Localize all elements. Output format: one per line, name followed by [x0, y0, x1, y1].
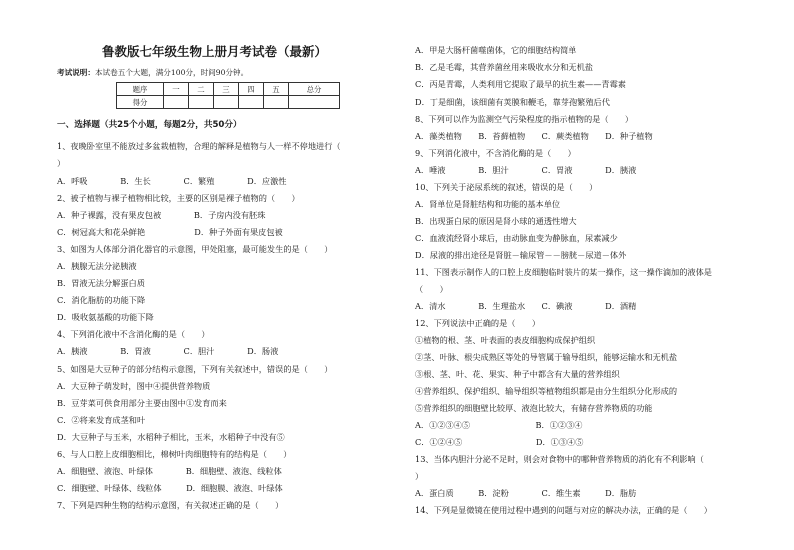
question-line: ） — [57, 158, 66, 168]
option-line: D．大豆种子与玉米，水稻种子相比，玉米，水稻种子中没有⑤ — [57, 432, 285, 442]
section-heading: 一、选择题（共25个小题，每题2分，共50分） — [57, 120, 242, 130]
option-line: A．藻类植物 B．苔藓植物 C．蕨类植物 D．种子植物 — [415, 131, 653, 141]
question-line: 5、如图是大豆种子的部分结构示意图，下列有关叙述中，错误的是（ ） — [57, 364, 333, 374]
option-line: C．细胞壁、叶绿体、线粒体 D．细胞膜、液泡、叶绿体 — [57, 483, 283, 493]
question-line: 1、夜晚卧室里不能放过多盆栽植物，合理的解释是植物与人一样不停地进行（ — [57, 141, 341, 151]
statement-line: ④营养组织、保护组织、输导组织等植物组织都是由分生组织分化形成的 — [415, 386, 678, 396]
exam-note-text: 本试卷五个大题，满分100分，时间90分钟。 — [94, 68, 249, 77]
option-line: A．种子裸露，没有果皮包被 B．子房内没有胚珠 — [57, 210, 266, 220]
option-line: B．乙是毛霉，其营养菌丝用来吸收水分和无机盐 — [415, 62, 593, 72]
score-table — [116, 82, 340, 109]
score-header-cell: 三 — [214, 83, 239, 96]
score-header-cell: 一 — [164, 83, 189, 96]
score-cell — [214, 96, 239, 109]
score-header-cell: 五 — [264, 83, 289, 96]
option-line: C．树冠高大和花朵鲜艳 D．种子外面有果皮包被 — [57, 227, 283, 237]
question-line: 13、当体内胆汁分泌不足时，则会对食物中的哪种营养物质的消化有不利影响（ — [415, 454, 704, 464]
score-header-cell: 题序 — [117, 83, 164, 96]
option-line: C．①②④⑤ D．①③④⑤ — [415, 437, 584, 447]
question-line: 8、下列可以作为监测空气污染程度的指示植物的是（ ） — [415, 114, 634, 124]
score-header-cell: 二 — [189, 83, 214, 96]
question-line: 6、与人口腔上皮细胞相比，棉树叶肉细胞特有的结构是（ ） — [57, 449, 292, 459]
statement-line: ①植物的根、茎、叶表面的表皮细胞构成保护组织 — [415, 335, 596, 345]
question-line: 9、下列消化液中，不含消化酶的是（ ） — [415, 148, 576, 158]
score-row-label: 得分 — [117, 96, 164, 109]
question-line: 3、如图为人体部分消化器官的示意图，甲处阻塞，最可能发生的是（ ） — [57, 244, 333, 254]
score-cell — [264, 96, 289, 109]
score-table-score-row — [117, 96, 340, 109]
score-table-header-row — [117, 83, 340, 96]
option-line: A．肾单位是肾脏结构和功能的基本单位 — [415, 199, 561, 209]
question-line: （ ） — [415, 284, 448, 294]
score-header-cell: 总分 — [289, 83, 340, 96]
option-line: D．丁是细菌，该细菌有荚膜和鞭毛，靠芽孢繁殖后代 — [415, 97, 610, 107]
option-line: B．出现蛋白尿的原因是肾小球的通透性增大 — [415, 216, 577, 226]
option-line: B．豆芽菜可供食用部分主要由图中①发育而来 — [57, 398, 227, 408]
option-line: A．大豆种子萌发时，图中④提供营养物质 — [57, 381, 211, 391]
score-header-cell: 四 — [239, 83, 264, 96]
score-cell — [289, 96, 340, 109]
exam-title: 鲁教版七年级生物上册月考试卷（最新） — [102, 44, 328, 59]
statement-line: ②茎、叶脉、根尖成熟区等处的导管属于输导组织，能够运输水和无机盐 — [415, 352, 678, 362]
question-line: 2、被子植物与裸子植物相比较，主要的区别是裸子植物的（ ） — [57, 193, 300, 203]
option-line: A．①②③④⑤ B．①②③④ — [415, 420, 583, 430]
option-line: A．胰腺无法分泌胰液 — [57, 261, 137, 271]
option-line: A．唾液 B．胆汁 C．胃液 D．胰液 — [415, 165, 637, 175]
option-line: C．血液流经肾小球后，由动脉血变为静脉血，尿素减少 — [415, 233, 618, 243]
option-line: A．呼吸 B．生长 C．繁殖 D．应激性 — [57, 176, 287, 186]
option-line: D．吸收氨基酸的功能下降 — [57, 312, 154, 322]
score-cell — [164, 96, 189, 109]
option-line: A．细胞壁、液泡、叶绿体 B．细胞壁、液泡、线粒体 — [57, 466, 282, 476]
statement-line: ③根、茎、叶、花、果实、种子中都含有大量的营养组织 — [415, 369, 620, 379]
question-line: ） — [415, 471, 424, 481]
score-cell — [189, 96, 214, 109]
option-line: C．消化脂肪的功能下降 — [57, 295, 146, 305]
option-line: A．胰液 B．胃液 C．胆汁 D．肠液 — [57, 346, 279, 356]
statement-line: ⑤营养组织的细胞壁比较厚、液泡比较大，有储存营养物质的功能 — [415, 403, 653, 413]
option-line: A．清水 B．生理盐水 C．碘液 D．酒精 — [415, 301, 637, 311]
question-line: 7、下列是四种生物的结构示意图，有关叙述正确的是（ ） — [57, 500, 284, 510]
score-cell — [239, 96, 264, 109]
option-line: C．丙是青霉，人类利用它提取了最早的抗生素——青霉素 — [415, 79, 626, 89]
question-line: 10、下列关于泌尿系统的叙述，错误的是（ ） — [415, 182, 598, 192]
option-line: C．②将来发育成茎和叶 — [57, 415, 146, 425]
option-line: B．胃液无法分解蛋白质 — [57, 278, 145, 288]
question-line: 14、下列是显微镜在使用过程中遇到的问题与对应的解决办法，正确的是（ ） — [415, 505, 712, 515]
option-line: D．尿液的排出途径是肾脏－输尿管－－膀胱－尿道－体外 — [415, 250, 627, 260]
question-line: 12、下列说法中正确的是（ ） — [415, 318, 541, 328]
option-line: A．甲是大肠杆菌噬菌体，它的细胞结构简单 — [415, 45, 577, 55]
exam-note — [57, 67, 248, 78]
question-line: 4、下列消化液中不含消化酶的是（ ） — [57, 329, 210, 339]
question-line: 11、下图表示制作人的口腔上皮细胞临时装片的某一操作，这一操作滴加的液体是 — [415, 267, 712, 277]
exam-note-label: 考试说明： — [57, 68, 95, 77]
option-line: A．蛋白质 B．淀粉 C．维生素 D．脂肪 — [415, 488, 637, 498]
